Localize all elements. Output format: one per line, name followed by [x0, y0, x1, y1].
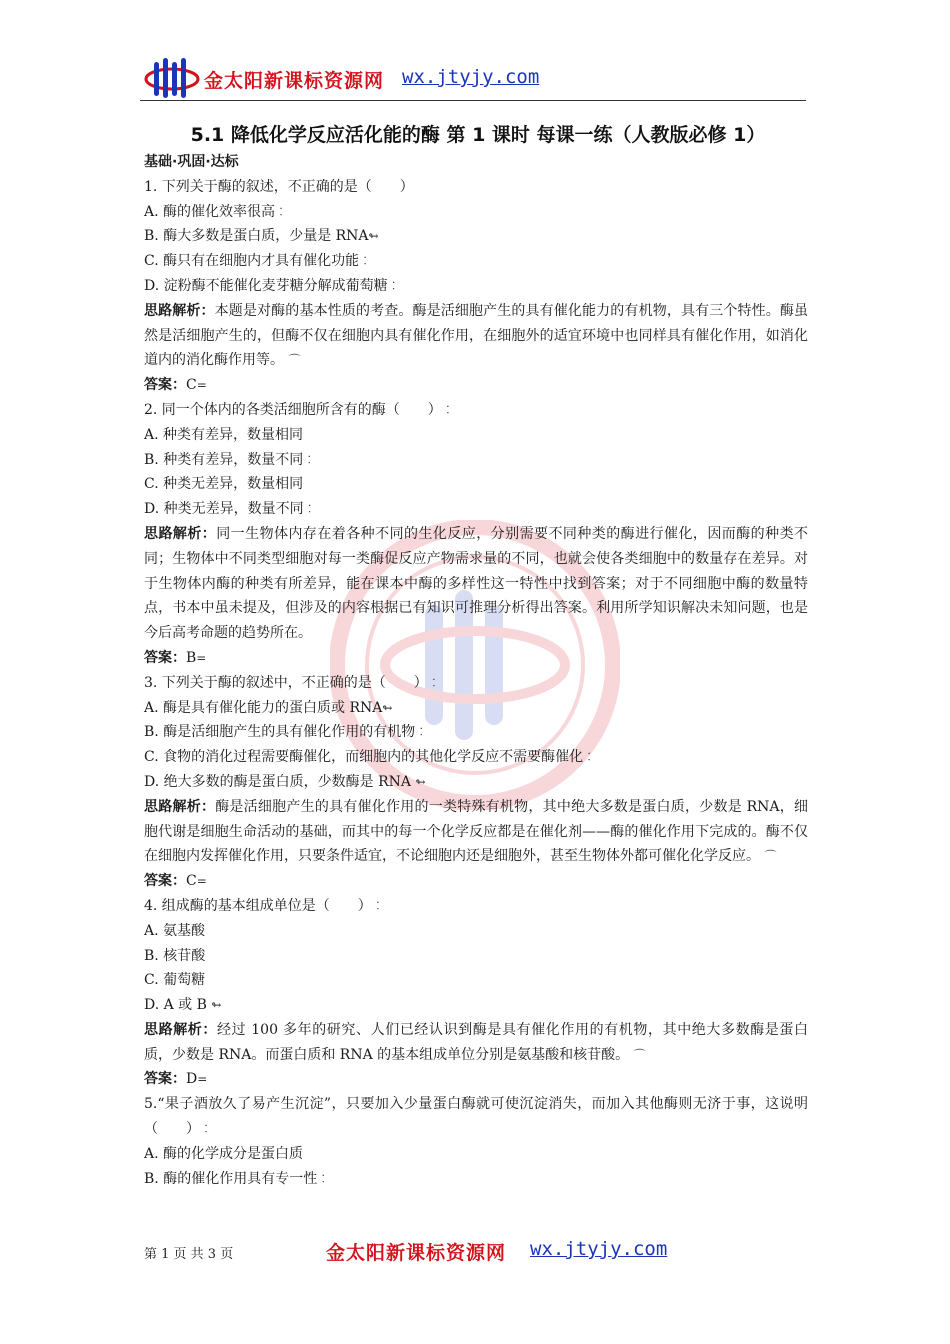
- question-4-analysis: 思路解析：经过 100 多年的研究、人们已经认识到酶是具有催化作用的有机物，其中绝大多数酶是蛋白质，少数是 RNA。而蛋白质和 RNA 的基本组成单位分别是氨基酸和核苷酸。 ⌒: [144, 1021, 808, 1063]
- question-3-option-c: C. 食物的消化过程需要酶催化，而细胞内的其他化学反应不需要酶催化︰: [144, 749, 596, 766]
- footer-site-link[interactable]: wx.jtyjy.com: [530, 1238, 668, 1260]
- question-4-stem: 4. 组成酶的基本组成单位是（ ）︰: [144, 897, 384, 914]
- page-header: [140, 52, 806, 102]
- question-4-answer: 答案：D=: [144, 1071, 208, 1088]
- page-title: 5.1 降低化学反应活化能的酶 第 1 课时 每课一练（人教版必修 1）: [190, 124, 766, 146]
- footer-brand: 金太阳新课标资源网: [326, 1242, 507, 1264]
- exercise-content: [144, 150, 808, 1191]
- question-2-option-b: B. 种类有差异，数量不同︰: [144, 451, 316, 468]
- question-3-option-b: B. 酶是活细胞产生的具有催化作用的有机物︰: [144, 724, 428, 741]
- question-1-stem: 1. 下列关于酶的叙述，不正确的是（ ）: [144, 178, 414, 195]
- footer-page-number: 第 1 页 共 3 页: [144, 1247, 234, 1262]
- question-3-answer: 答案：C=: [144, 873, 207, 890]
- jty-logo-icon: [144, 56, 200, 102]
- question-4-option-a: A. 氨基酸: [144, 922, 206, 939]
- question-5-option-b: B. 酶的催化作用具有专一性︰: [144, 1170, 330, 1187]
- header-divider: [140, 100, 806, 101]
- question-2-option-a: A. 种类有差异，数量相同: [144, 426, 304, 443]
- question-2-analysis: 思路解析：同一生物体内存在着各种不同的生化反应，分别需要不同种类的酶进行催化，因而酶的种类不同；生物体中不同类型细胞对每一类酶促反应产物需求量的不同，也就会使各类细胞中的数量存在差异。对于生物体内酶的种类有所差异，能在课本中酶的多样性这一特性中找到答案；对于不同细胞中酶的数量特点，书本中虽未提及，但涉及的内容根据已有知识可推理分析得出答案。利用所学知识解决未知问题，也是今后高考命题的趋势所在。: [144, 525, 809, 642]
- question-1-analysis: 思路解析：本题是对酶的基本性质的考查。酶是活细胞产生的具有催化能力的有机物，具有三个特性。酶虽然是活细胞产生的，但酶不仅在细胞内具有催化作用，在细胞外的适宜环境中也同样具有催化作用，如消化道内的消化酶作用等。 ⌒: [144, 302, 809, 369]
- question-1-option-a: A. 酶的催化效率很高︰: [144, 203, 288, 220]
- question-3-option-a: A. 酶是具有催化能力的蛋白质或 RNA↬: [144, 699, 393, 716]
- question-5-option-a: A. 酶的化学成分是蛋白质: [144, 1145, 304, 1162]
- question-4-option-b: B. 核苷酸: [144, 947, 206, 964]
- question-1-option-d: D. 淀粉酶不能催化麦芽糖分解成葡萄糖︰: [144, 277, 400, 294]
- header-site-link[interactable]: wx.jtyjy.com: [402, 66, 540, 88]
- question-2-answer: 答案：B=: [144, 649, 207, 666]
- question-2-option-d: D. 种类无差异，数量不同︰: [144, 501, 316, 518]
- header-brand: 金太阳新课标资源网: [204, 70, 385, 92]
- question-4-option-c: C. 葡萄糖: [144, 972, 206, 989]
- question-1-option-c: C. 酶只有在细胞内才具有催化功能︰: [144, 253, 372, 270]
- question-3-analysis: 思路解析：酶是活细胞产生的具有催化作用的一类特殊有机物，其中绝大多数是蛋白质，少数是 RNA，细胞代谢是细胞生命活动的基础，而其中的每一个化学反应都是在催化剂——酶的催化作用下完成的。酶不仅在细胞内发挥催化作用，只要条件适宜，不论细胞内还是细胞外，甚至生物体外都可催化化学反应。 ⌒: [144, 798, 808, 865]
- question-2-stem: 2. 同一个体内的各类活细胞所含有的酶（ ）︰: [144, 401, 454, 418]
- question-1-option-b: B. 酶大多数是蛋白质，少量是 RNA↬: [144, 228, 379, 245]
- question-2-option-c: C. 种类无差异，数量相同: [144, 476, 304, 493]
- question-4-option-d: D. A 或 B ↬: [144, 997, 222, 1014]
- question-3-stem: 3. 下列关于酶的叙述中，不正确的是（ ）︰: [144, 674, 440, 691]
- question-1-answer: 答案：C=: [144, 377, 207, 394]
- question-3-option-d: D. 绝大多数的酶是蛋白质，少数酶是 RNA ↬: [144, 773, 426, 790]
- question-5-stem: 5.“果子酒放久了易产生沉淀”，只要加入少量蛋白酶就可使沉淀消失，而加入其他酶则无济于事，这说明（ ）︰: [144, 1096, 808, 1138]
- section-heading: 基础·巩固·达标: [144, 154, 239, 170]
